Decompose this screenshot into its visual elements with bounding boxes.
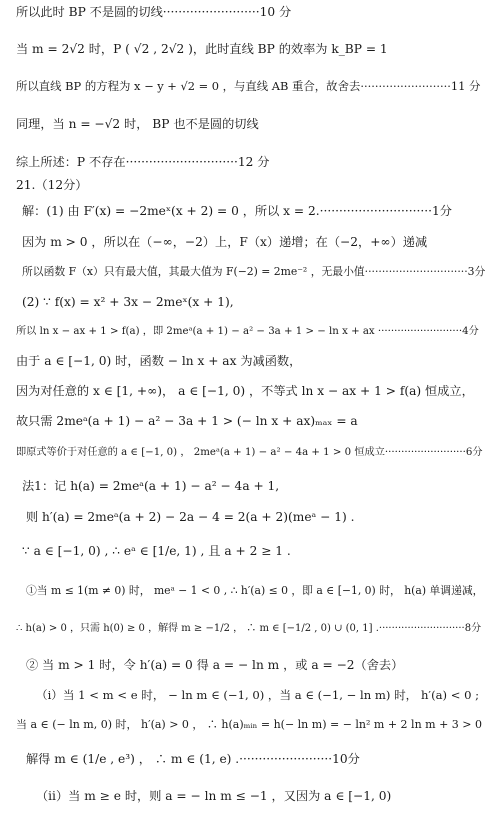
text-line: ② 当 m > 1 时，令 h′(a) = 0 得 a = − ln m ，或 a = −2（舍去） <box>26 658 404 672</box>
text-line: 所以直线 BP 的方程为 x − y + √2 = 0 ，与直线 AB 重合，故舍去·························11 分 <box>16 79 481 93</box>
text-line: ①当 m ≤ 1(m ≠ 0) 时， meᵃ − 1 < 0 , ∴ h′(a) ≤ 0 ，即 a ∈ [−1, 0) 时， h(a) 单调递减， <box>26 584 484 597</box>
text-line: （ⅰ）当 1 < m < e 时， − ln m ∈ (−1, 0) ，当 a ∈ (−1, − ln m) 时， h′(a) < 0 ; <box>36 688 480 702</box>
text-line: (2) ∵ f(x) = x² + 3x − 2meˣ(x + 1), <box>22 295 234 309</box>
text-line: 当 a ∈ (− ln m, 0) 时， h′(a) > 0 ， ∴ h(a)ₘᵢₙ = h(− ln m) = − ln² m + 2 ln m + 3 > 0 <box>16 718 483 731</box>
text-line: 即原式等价于对任意的 a ∈ [−1, 0) ， 2meᵃ(a + 1) − a² − 4a + 1 > 0 恒成立·························6分 <box>16 447 483 458</box>
text-line: 法1：记 h(a) = 2meᵃ(a + 1) − a² − 4a + 1, <box>22 479 280 493</box>
text-line: 所以 ln x − ax + 1 > f(a) ，即 2meᵃ(a + 1) − a² − 3a + 1 > − ln x + ax ··························4分 <box>16 326 479 337</box>
text-line: 同理，当 n = −√2 时， BP 也不是圆的切线 <box>16 117 259 131</box>
text-line: 综上所述：P 不存在·····························12 分 <box>16 155 270 169</box>
text-line: 解：(1) 由 F′(x) = −2meˣ(x + 2) = 0 ，所以 x = 2.·····························1分 <box>22 204 452 218</box>
text-line: 当 m = 2√2 时，P ( √2 , 2√2 )，此时直线 BP 的效率为 k_BP = 1 <box>16 42 388 56</box>
text-line: ∵ a ∈ [−1, 0) , ∴ eᵃ ∈ [1/e, 1) , 且 a + 2 ≥ 1 . <box>22 544 291 558</box>
text-line: 故只需 2meᵃ(a + 1) − a² − 3a + 1 > (− ln x + ax)ₘₐₓ = a <box>16 414 358 428</box>
text-line: 由于 a ∈ [−1, 0) 时，函数 − ln x + ax 为减函数， <box>16 354 302 368</box>
text-line: （ⅱ）当 m ≥ e 时，则 a = − ln m ≤ −1 ，又因为 a ∈ [−1, 0) <box>36 789 392 803</box>
text-line: 因为 m > 0 ，所以在（−∞，−2）上，F（x）递增；在（−2，+∞）递减 <box>22 235 428 249</box>
text-line: 因为对任意的 x ∈ [1, +∞)， a ∈ [−1, 0) ，不等式 ln x − ax + 1 > f(a) 恒成立， <box>16 384 474 398</box>
text-line: ∴ h(a) > 0 ，只需 h(0) ≥ 0 ，解得 m ≥ −1/2 ， ∴ m ∈ [−1/2 , 0) ∪ (0, 1] .···························8分 <box>16 623 482 634</box>
text-line: 解得 m ∈ (1/e , e³) ， ∴ m ∈ (1, e) .························10分 <box>26 752 360 766</box>
text-line: 所以此时 BP 不是圆的切线·························10 分 <box>16 5 292 19</box>
question-number: 21.（12分） <box>16 178 88 192</box>
text-line: 所以函数 F（x）只有最大值，其最大值为 F(−2) = 2me⁻² ，无最小值······························3分 <box>22 265 486 278</box>
text-line: 则 h′(a) = 2meᵃ(a + 2) − 2a − 4 = 2(a + 2)(meᵃ − 1) . <box>26 510 355 524</box>
